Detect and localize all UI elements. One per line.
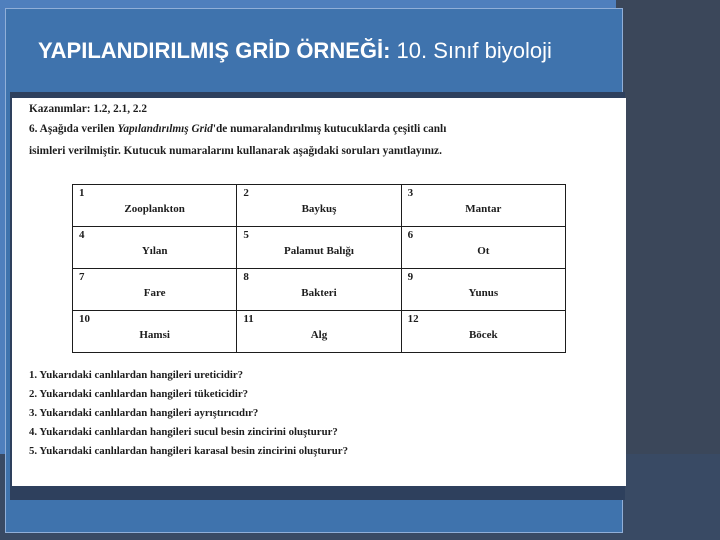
grid-cell — [237, 269, 401, 311]
grid-cell — [401, 227, 565, 269]
question-intro-line-2: isimleri verilmiştir. Kutucuk numaralarını kullanarak aşağıdaki soruları yanıtlayınız. — [29, 145, 442, 157]
grid-row — [73, 227, 566, 269]
cell-number: 9 — [407, 271, 414, 283]
cell-name: Palamut Balığı — [284, 245, 354, 257]
question-item: 3. Yukarıdaki canlılardan hangileri ayrıştırıcıdır? — [29, 407, 259, 419]
cell-name: Yunus — [468, 287, 499, 299]
cell-name: Yılan — [141, 245, 168, 257]
cell-number: 3 — [407, 187, 414, 199]
grid-cell — [73, 311, 237, 353]
grid-row — [73, 311, 566, 353]
cell-name: Bakteri — [301, 287, 337, 299]
question-item: 2. Yukarıdaki canlılardan hangileri tüketicidir? — [29, 388, 249, 400]
question-intro-line-1 — [29, 123, 446, 135]
cell-number: 4 — [79, 229, 85, 241]
grid-cell — [401, 269, 565, 311]
question-italic: Yapılandırılmış Grid — [117, 123, 213, 135]
cell-name: Fare — [143, 287, 166, 299]
kazanim-label: Kazanımlar: — [29, 103, 91, 115]
cell-name: Böcek — [468, 329, 498, 341]
grid-row — [73, 269, 566, 311]
grid-cell — [73, 269, 237, 311]
question-item: 1. Yukarıdaki canlılardan hangileri ureticidir? — [29, 369, 244, 381]
cell-number: 12 — [407, 313, 419, 325]
cell-name: Mantar — [465, 203, 502, 215]
title-rest: 10. Sınıf biyoloji — [390, 38, 552, 63]
cell-number: 1 — [79, 187, 85, 199]
cell-name: Hamsi — [139, 329, 170, 341]
grid-cell — [73, 185, 237, 227]
grid-cell — [73, 227, 237, 269]
cell-number: 5 — [243, 229, 249, 241]
grid-cell — [401, 311, 565, 353]
question-item: 5. Yukarıdaki canlılardan hangileri karasal besin zincirini oluşturur? — [29, 445, 348, 457]
grid-cell — [237, 311, 401, 353]
cell-name: Baykuş — [301, 203, 337, 215]
title-bold: YAPILANDIRILMIŞ GRİD ÖRNEĞİ: — [38, 38, 391, 63]
slide-title — [38, 36, 618, 66]
worksheet — [12, 98, 626, 486]
cell-number: 8 — [243, 271, 249, 283]
question-number: 6. — [29, 123, 38, 135]
cell-name: Zooplankton — [124, 203, 185, 215]
cell-number: 7 — [79, 271, 85, 283]
question-list — [29, 366, 348, 461]
question-item: 4. Yukarıdaki canlılardan hangileri sucul besin zincirini oluşturur? — [29, 426, 338, 438]
grid-cell — [401, 185, 565, 227]
cell-number: 10 — [79, 313, 90, 325]
cell-name: Alg — [310, 329, 328, 341]
structured-grid — [72, 184, 566, 353]
kazanim-line — [29, 103, 147, 115]
grid-row — [73, 185, 566, 227]
cell-number: 6 — [407, 229, 414, 241]
grid-cell — [237, 185, 401, 227]
cell-number: 2 — [243, 187, 249, 199]
cell-name: Ot — [477, 245, 490, 257]
kazanim-values: 1.2, 2.1, 2.2 — [90, 103, 147, 115]
question-text-b: 'de numaralandırılmış kutucuklarda çeşitli canlı — [212, 123, 447, 135]
cell-number: 11 — [243, 313, 254, 325]
question-text-a: Aşağıda verilen — [37, 123, 118, 135]
grid-cell — [237, 227, 401, 269]
